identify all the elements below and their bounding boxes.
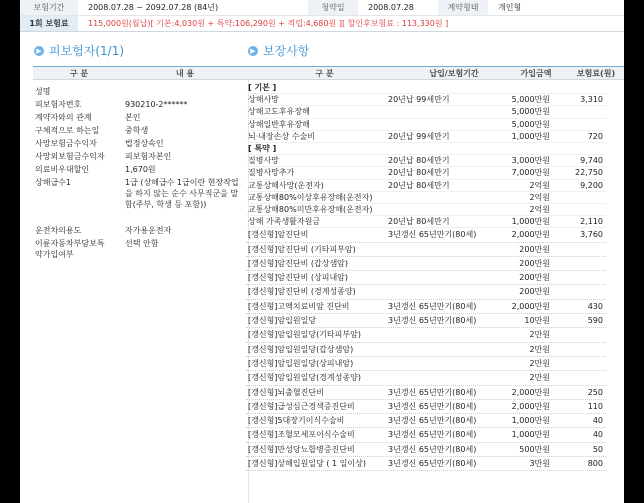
coverage-name: [갱신형]암입원일당(경계성종양) [248,373,361,383]
coverage-name: [갱신형]암입원일당(갑상샘암) [248,344,354,354]
coverage-row [246,443,606,457]
coverage-name: [갱신형]암진단비 (상피내암) [248,273,349,283]
coverage-premium [550,257,605,270]
insured-title-text: 피보험자(1/1) [49,44,125,58]
coverage-premium: 2,110 [580,217,603,227]
coverage-premium: 3,310 [580,95,603,105]
contract-summary-table [20,0,624,32]
coverage-name: 상해일반후유장해 [248,119,310,129]
coverage-row [246,314,606,328]
coverage-col-period: 납입/보험기간 [429,69,479,78]
insured-table-header [33,66,245,80]
insured-row [33,177,245,225]
contract-type-label: 계약형태 [438,0,488,15]
coverage-name: [갱신형]암입원일당(기타피부암) [248,330,361,340]
coverage-premium [550,285,605,298]
coverage-amount: 2,000만원 [511,387,550,397]
contract-type-value: 개인형 [498,2,522,12]
insured-row-key: 계약자와의 관계 [35,113,92,122]
coverage-amount: 200만원 [519,273,550,283]
coverage-row [246,167,606,179]
coverage-row [246,131,606,143]
section-bullet-icon: ▶ [34,46,44,56]
insured-row-value: 자가용운전자 [125,226,172,235]
coverage-amount: 5,000만원 [511,95,550,105]
insured-col-kind: 구 분 [69,69,89,78]
coverage-row [246,216,606,228]
coverage-period: 20년납 80세만기 [388,180,450,190]
coverage-period: 20년납 80세만기 [388,217,450,227]
coverage-premium [550,243,605,256]
coverage-row [246,428,606,442]
insured-table-body [33,86,245,262]
coverage-premium: 250 [587,387,603,397]
coverage-period: 20년납 99세만기 [388,95,450,105]
coverage-row [246,204,606,216]
premium-value: 115,000원(월납)[ 기본:4,030원 + 특약:106,290원 + 적립:4,680원 ][ 할인후보험료 : 113,330원 ] [88,19,449,28]
insured-row-key: 의료비우대할인 [35,165,90,174]
coverage-period [386,119,486,130]
insured-section-title [34,42,124,59]
coverage-name: 교통상해80%미만후유장해(운전자) [248,204,373,214]
coverage-period: 3년갱신 65년만기(80세) [388,430,477,440]
coverage-premium [550,271,605,284]
coverage-amount: 2,000만원 [511,301,550,311]
coverage-amount: 200만원 [519,258,550,268]
period-label: 보험기간 [20,0,78,15]
coverage-name: 질병사망추가 [248,168,295,178]
coverage-period [386,285,486,298]
coverage-row [246,357,606,371]
coverage-name: [갱신형]만성당뇨합병증진단비 [248,444,355,454]
coverage-amount: 2억원 [529,204,550,214]
coverage-premium: 800 [587,459,603,468]
document-paper [20,0,624,503]
coverage-table-header [245,66,624,80]
coverage-row [246,457,606,471]
coverage-amount: 7,000만원 [511,168,550,178]
coverage-amount: 2만원 [529,344,550,354]
coverage-period: 3년갱신 65년만기(80세) [388,416,477,426]
period-row [20,0,624,16]
insured-row-value: 1급 (상해급수 1급이란 현장작업을 하지 않는 순수 사무직군을 말함(주부, 학생 등 포함)) [125,178,239,209]
insured-row-value: 중학생 [125,126,149,135]
coverage-premium: 9,200 [580,180,603,190]
coverage-premium: 50 [592,444,603,454]
coverage-premium: 9,740 [580,156,603,166]
coverage-premium [550,119,605,130]
coverage-period [386,106,486,117]
coverage-period: 20년납 80세만기 [388,168,450,178]
coverage-amount: 1,000만원 [511,416,550,426]
coverage-period: 3년갱신 65년만기(80세) [388,387,477,397]
coverage-name: 교통상해사망(운전자) [248,180,324,190]
coverage-amount: 500만원 [519,444,550,454]
coverage-row [246,106,606,118]
coverage-row [246,386,606,400]
coverage-amount: 3,000만원 [511,156,550,166]
basic-header-text: [ 기본 ] [248,83,277,92]
coverage-period [386,328,486,341]
coverage-title-text: 보장사항 [263,44,310,58]
coverage-row [246,371,606,385]
coverage-period: 3년갱신 65년만기(80세) [388,459,477,468]
coverage-row [246,343,606,357]
premium-row [20,16,624,32]
section-bullet-icon: ▶ [248,46,258,56]
coverage-row [246,192,606,204]
coverage-amount: 2억원 [529,192,550,202]
coverage-period [386,243,486,256]
insured-row-value: 피보험자본인 [125,152,172,161]
coverage-period [386,257,486,270]
insured-row [33,238,245,262]
coverage-period: 3년갱신 65년만기(80세) [388,230,477,240]
coverage-col-amount: 가입금액 [520,69,552,78]
insured-row-key: 피보험자번호 [35,100,82,109]
coverage-row [246,300,606,314]
coverage-name: [갱신형]급성심근경색증진단비 [248,401,355,411]
insured-row [33,164,245,177]
coverage-premium: 22,750 [575,168,603,178]
coverage-amount: 200만원 [519,244,550,254]
rider-header-text: [ 특약 ] [248,143,277,153]
insured-row-key: 상해급수1 [35,178,72,187]
coverage-name: 질병사망 [248,156,279,166]
coverage-amount: 2만원 [529,373,550,383]
insured-row-key: 구체적으로 하는일 [35,126,100,135]
insured-row [33,99,245,112]
coverage-name: [갱신형]암진단비 (갑상샘암) [248,258,349,268]
coverage-period: 3년갱신 65년만기(80세) [388,301,477,311]
basic-section-header [246,82,606,94]
insured-row-key: 성명 [35,87,51,96]
coverage-row [246,228,606,242]
insured-row [33,112,245,125]
insured-row [33,225,245,238]
coverage-name: 상해 가족생활자원금 [248,217,321,227]
insured-row-key: 사망외보험금수익자 [35,152,105,161]
coverage-name: [갱신형]암입원일당(상피내암) [248,358,354,368]
insured-row-value: 법정상속인 [125,139,164,148]
coverage-period [386,271,486,284]
coverage-row [246,119,606,131]
renewable-rows [246,228,606,471]
insured-row-value: 본인 [125,113,141,122]
coverage-premium: 3,760 [580,230,603,240]
insured-row-key: 운전차의용도 [35,226,82,235]
coverage-premium [550,204,605,215]
coverage-premium: 110 [587,401,603,411]
coverage-row [246,414,606,428]
insured-row-value: 선택 안함 [125,239,159,248]
coverage-premium [550,106,605,117]
insured-row [33,138,245,151]
coverage-amount: 1,000만원 [511,430,550,440]
coverage-row [246,400,606,414]
coverage-period [386,204,486,215]
coverage-row [246,155,606,167]
coverage-name: 뇌·내장손상 수술비 [248,131,315,141]
coverage-section-title [248,42,309,59]
coverage-amount: 2만원 [529,330,550,340]
subscription-date-value: 2008.07.28 [368,2,414,12]
coverage-row [246,271,606,285]
coverage-period: 20년납 99세만기 [388,131,450,141]
coverage-name: [갱신형]조혈모세포이식수술비 [248,430,355,440]
coverage-row [246,180,606,192]
insured-row-key: 이륜자동차부담보특약가입여부 [35,239,105,259]
insured-row-value: 930210-2****** [125,100,188,109]
coverage-premium: 720 [587,131,603,141]
coverage-period [386,343,486,356]
coverage-premium: 40 [592,430,603,440]
premium-label: 1회 보험료 [20,16,78,31]
coverage-premium [550,357,605,370]
basic-rows [246,94,606,143]
coverage-name: 상해사망 [248,95,279,105]
insured-col-content: 내 용 [175,69,195,78]
coverage-premium: 590 [587,316,603,326]
coverage-name: [갱신형]고액치료비암 진단비 [248,301,350,311]
coverage-row [246,94,606,106]
coverage-row [246,257,606,271]
coverage-premium: 40 [592,416,603,426]
coverage-amount: 5,000만원 [511,119,550,129]
coverage-row [246,328,606,342]
coverage-name: [갱신형]상해입원일당 ( 1 일이상) [248,459,366,468]
coverage-amount: 2억원 [529,180,550,190]
insured-row-value: 1,670원 [125,165,156,174]
coverage-period [386,371,486,384]
insured-row [33,151,245,164]
coverage-period [386,357,486,370]
coverage-name: [갱신형]뇌출혈진단비 [248,387,324,397]
insured-row-value [125,86,245,99]
coverage-amount: 3만원 [529,459,550,468]
coverage-name: 교통상해80%이상후유장해(운전자) [248,192,373,202]
insured-row [33,86,245,99]
coverage-period: 3년갱신 65년만기(80세) [388,316,477,326]
coverage-name: [갱신형]암진단비 (경계성종양) [248,287,356,297]
coverage-amount: 2,000만원 [511,401,550,411]
coverage-name: [갱신형]5대장기이식수술비 [248,416,345,426]
coverage-amount: 1,000만원 [511,217,550,227]
coverage-premium [550,328,605,341]
coverage-amount: 200만원 [519,287,550,297]
coverage-name: [갱신형]암진단비 (기타피부암) [248,244,356,254]
coverage-amount: 2만원 [529,358,550,368]
coverage-period: 20년납 80세만기 [388,156,450,166]
coverage-premium [550,343,605,356]
coverage-name: [갱신형]암입원일당 [248,316,317,326]
insured-row [33,125,245,138]
rider-rows [246,155,606,228]
coverage-period: 3년갱신 65년만기(80세) [388,444,477,454]
coverage-name: 상해고도후유장해 [248,107,310,117]
coverage-amount: 2,000만원 [511,230,550,240]
coverage-col-kind: 구 분 [315,69,334,78]
coverage-col-premium: 보험료(원) [576,69,616,78]
coverage-table-body [246,82,606,471]
period-value: 2008.07.28 ~ 2092.07.28 (84년) [88,2,219,12]
subscription-date-label: 청약일 [308,0,358,15]
coverage-row [246,243,606,257]
coverage-premium: 430 [587,301,603,311]
coverage-premium [550,371,605,384]
insured-row-key: 사망보험금수익자 [35,139,97,148]
coverage-amount: 10만원 [524,316,550,326]
coverage-row [246,285,606,299]
coverage-period [386,192,486,203]
coverage-name: [갱신형]암진단비 [248,230,309,240]
coverage-premium [550,192,605,203]
coverage-amount: 1,000만원 [511,131,550,141]
rider-section-header [246,143,606,155]
coverage-amount: 5,000만원 [511,107,550,117]
coverage-period: 3년갱신 65년만기(80세) [388,401,477,411]
